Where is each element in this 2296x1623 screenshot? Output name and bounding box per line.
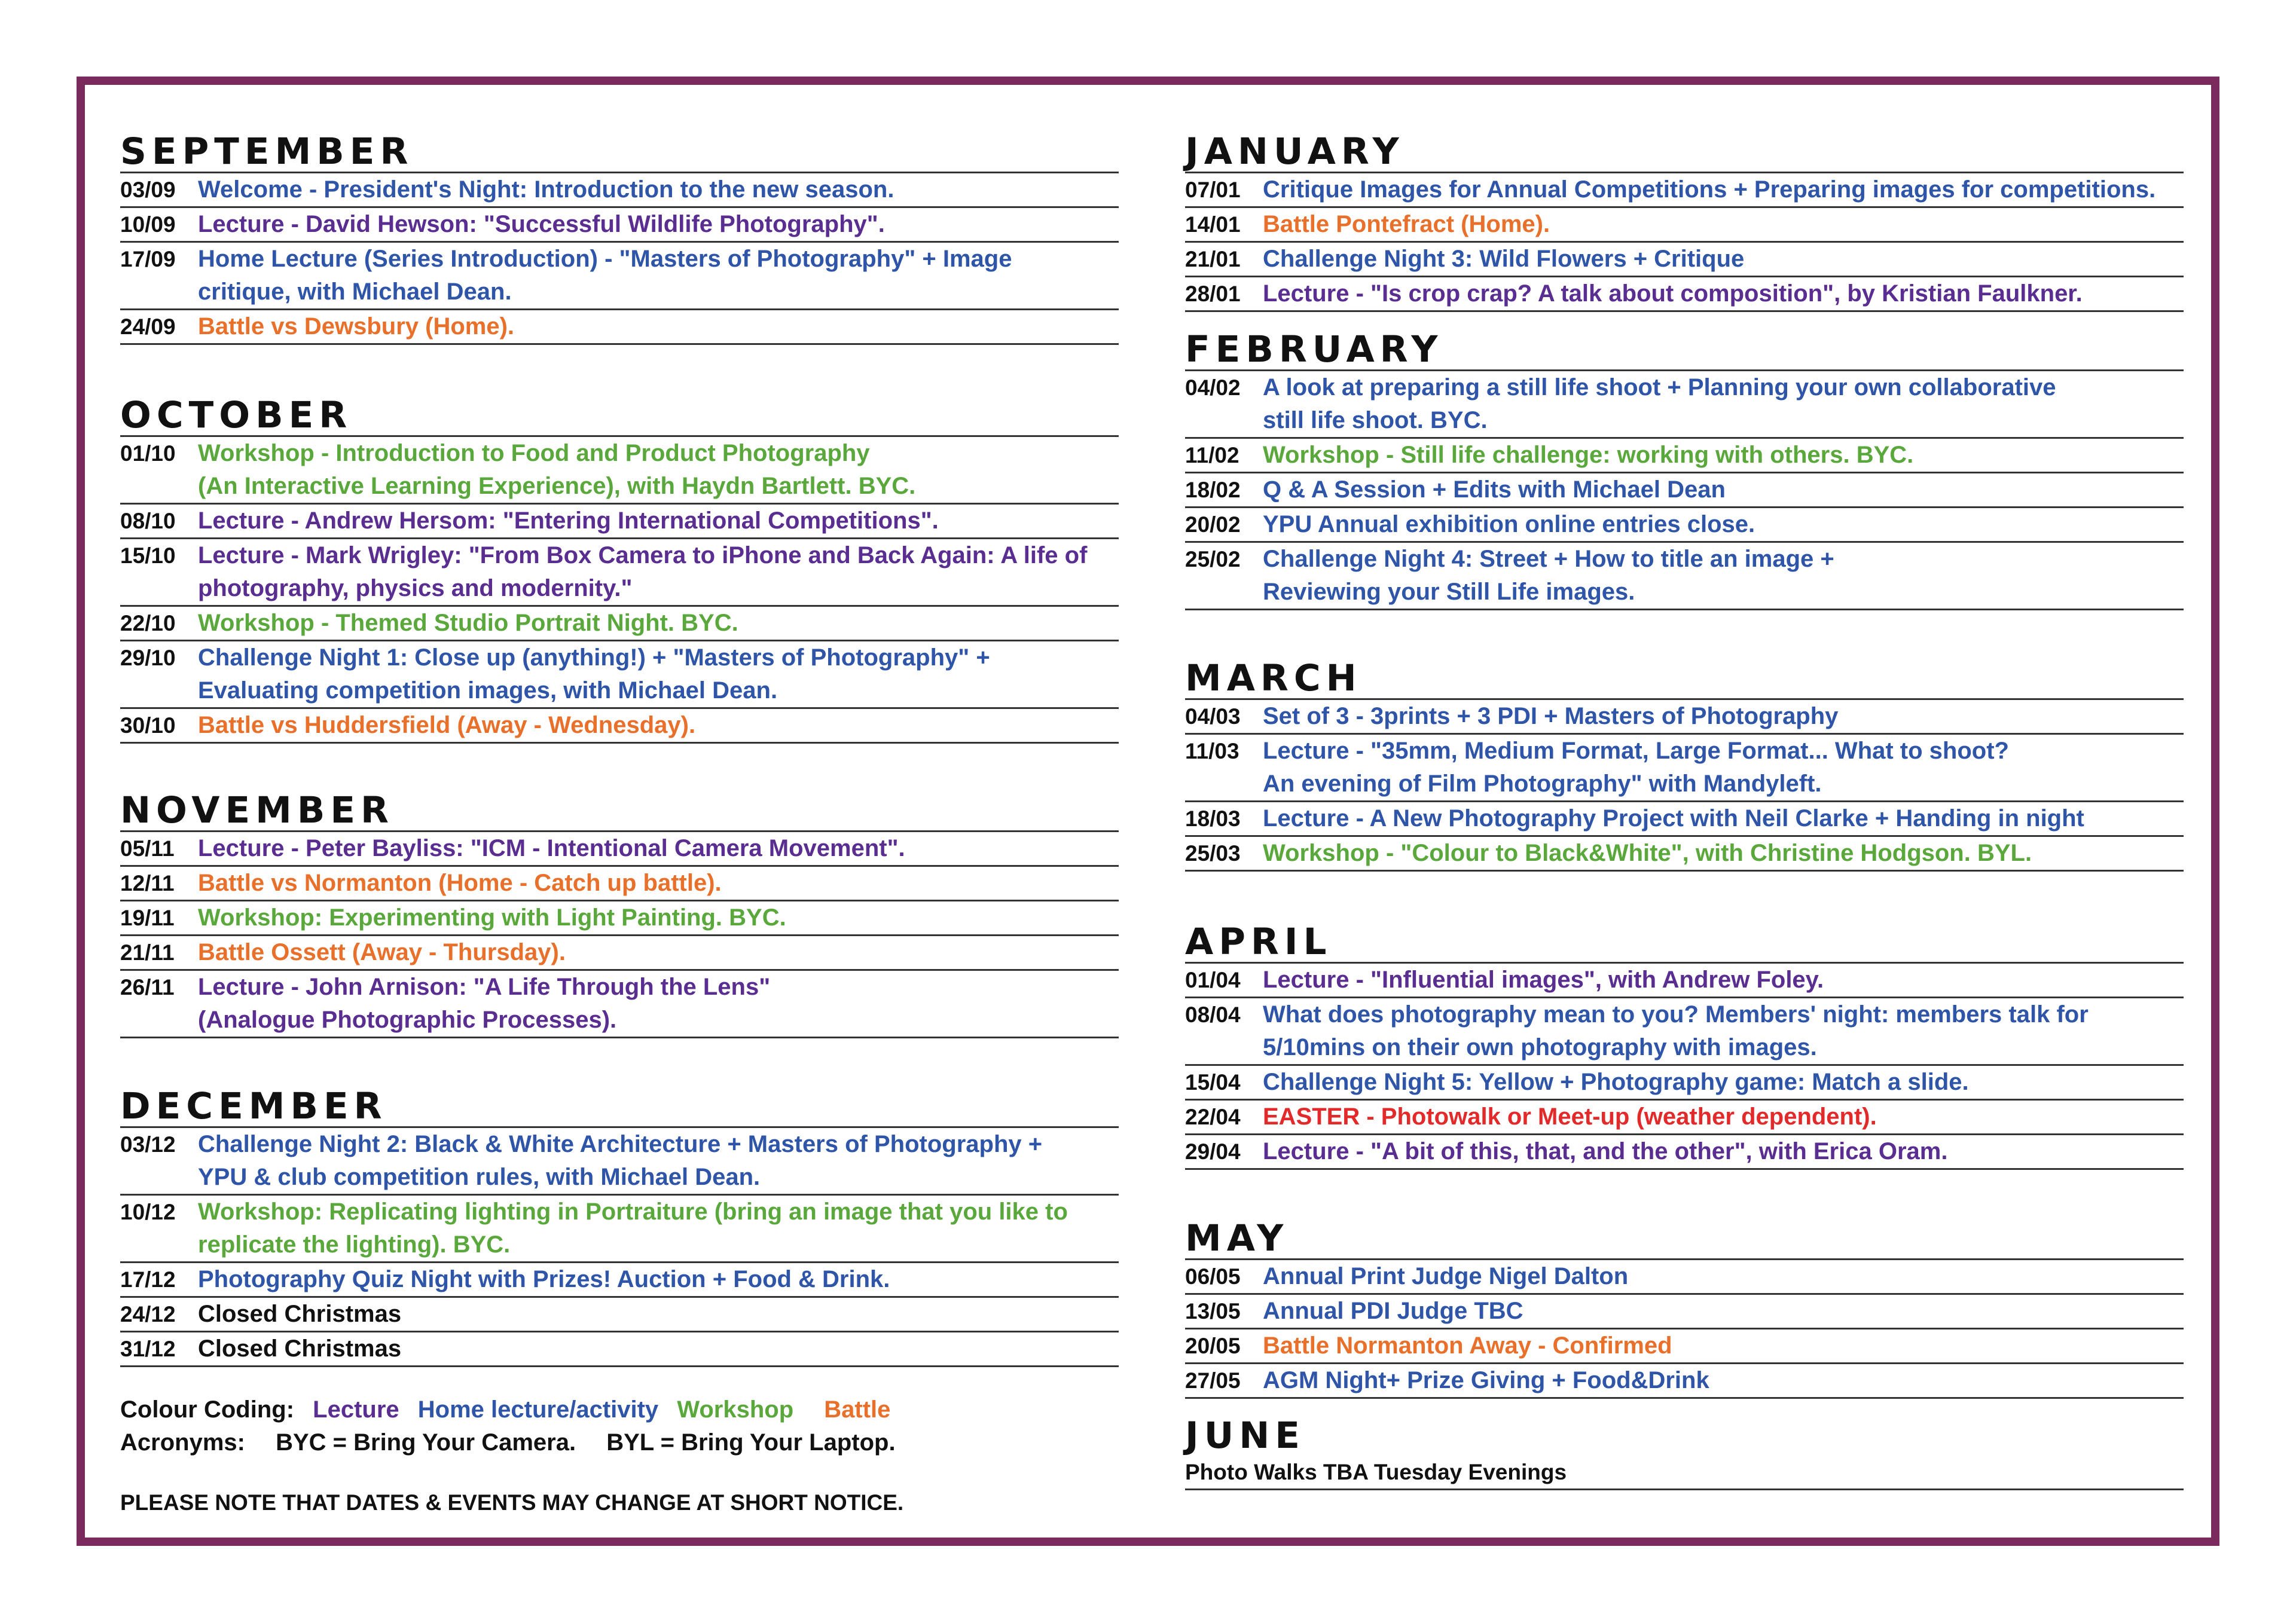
event-date: 01/10 bbox=[120, 441, 176, 466]
event-description: Battle vs Normanton (Home - Catch up battle). bbox=[198, 870, 722, 896]
month-title: APRIL bbox=[1185, 921, 1332, 963]
month-november bbox=[120, 791, 1119, 1038]
event-date: 19/11 bbox=[120, 906, 175, 930]
event-row bbox=[1185, 508, 2184, 543]
event-list bbox=[1185, 962, 2184, 1170]
event-row bbox=[1185, 173, 2184, 208]
event-date: 17/09 bbox=[120, 247, 176, 271]
event-row bbox=[120, 832, 1119, 867]
legend bbox=[120, 1393, 896, 1459]
event-date: 07/01 bbox=[1185, 178, 1241, 202]
event-row bbox=[1185, 243, 2184, 277]
month-title: MAY bbox=[1185, 1217, 1289, 1260]
event-description: Workshop - Still life challenge: working with others. BYC. bbox=[1263, 442, 1914, 468]
event-description: Workshop: Experimenting with Light Painting. BYC. bbox=[198, 904, 786, 931]
event-description: What does photography mean to you? Members' night: members talk for 5/10mins on their own photography with images. bbox=[1263, 1001, 2089, 1060]
event-description: Challenge Night 4: Street + How to title an image + Reviewing your Still Life images. bbox=[1263, 546, 1834, 605]
event-description: EASTER - Photowalk or Meet-up (weather dependent). bbox=[1263, 1104, 1877, 1130]
event-row bbox=[1185, 1135, 2184, 1170]
event-date: 18/02 bbox=[1185, 478, 1241, 502]
event-row bbox=[1185, 473, 2184, 508]
legend-workshop: Workshop bbox=[677, 1396, 794, 1423]
acronym-byl: BYL = Bring Your Laptop. bbox=[606, 1429, 896, 1456]
event-date: 04/02 bbox=[1185, 375, 1241, 400]
event-row bbox=[120, 437, 1119, 505]
event-row bbox=[1185, 1101, 2184, 1135]
event-description: Lecture - "Influential images", with Andrew Foley. bbox=[1263, 967, 1824, 993]
event-list bbox=[120, 435, 1119, 744]
event-description: Challenge Night 5: Yellow + Photography game: Match a slide. bbox=[1263, 1069, 1969, 1095]
event-date: 03/09 bbox=[120, 178, 176, 202]
event-date: 24/12 bbox=[120, 1302, 176, 1326]
event-row bbox=[120, 936, 1119, 971]
event-list bbox=[1185, 698, 2184, 872]
event-row bbox=[1185, 1295, 2184, 1329]
programme-frame bbox=[77, 77, 2219, 1546]
month-december bbox=[120, 1087, 1119, 1367]
event-description: Lecture - "Is crop crap? A talk about composition", by Kristian Faulkner. bbox=[1263, 280, 2083, 307]
event-date: 21/11 bbox=[120, 940, 175, 965]
event-date: 06/05 bbox=[1185, 1264, 1241, 1289]
event-description: Workshop - Introduction to Food and Product Photography (An Interactive Learning Experience), with Haydn Bartlett. BYC. bbox=[198, 440, 916, 499]
event-description: Challenge Night 1: Close up (anything!) + "Masters of Photography" + Evaluating competition images, with Michael Dean. bbox=[198, 644, 990, 704]
event-row bbox=[1185, 998, 2184, 1066]
event-row bbox=[120, 539, 1119, 607]
event-row bbox=[1185, 1364, 2184, 1399]
event-row bbox=[1185, 1260, 2184, 1295]
event-description: Lecture - "A bit of this, that, and the other", with Erica Oram. bbox=[1263, 1138, 1948, 1164]
event-date: 29/04 bbox=[1185, 1139, 1241, 1164]
event-date: 15/10 bbox=[120, 543, 176, 568]
month-title: NOVEMBER bbox=[120, 789, 394, 832]
month-april bbox=[1185, 922, 2184, 1170]
event-description: Battle Ossett (Away - Thursday). bbox=[198, 939, 566, 965]
event-row bbox=[120, 971, 1119, 1038]
month-january bbox=[1185, 132, 2184, 312]
event-date: 04/03 bbox=[1185, 704, 1241, 729]
event-row bbox=[1185, 277, 2184, 312]
event-description: Closed Christmas bbox=[198, 1335, 402, 1362]
event-row bbox=[120, 1263, 1119, 1298]
event-description: Battle vs Huddersfield (Away - Wednesday). bbox=[198, 712, 696, 738]
event-row bbox=[120, 243, 1119, 310]
event-date: 17/12 bbox=[120, 1267, 176, 1292]
event-description: Lecture - Mark Wrigley: "From Box Camera to iPhone and Back Again: A life of photography, physics and modernity." bbox=[198, 542, 1088, 601]
event-row bbox=[1185, 964, 2184, 998]
event-date: 25/02 bbox=[1185, 547, 1241, 571]
event-date: 21/01 bbox=[1185, 247, 1241, 271]
event-description: Lecture - Andrew Hersom: "Entering International Competitions". bbox=[198, 508, 939, 534]
event-row bbox=[1185, 700, 2184, 735]
event-date: 31/12 bbox=[120, 1337, 176, 1361]
event-description: Closed Christmas bbox=[198, 1301, 402, 1327]
month-title: SEPTEMBER bbox=[120, 130, 414, 173]
event-row bbox=[1185, 837, 2184, 872]
event-row bbox=[120, 505, 1119, 539]
event-date: 30/10 bbox=[120, 713, 176, 738]
month-may bbox=[1185, 1219, 2184, 1399]
event-row bbox=[120, 1128, 1119, 1196]
event-description: Critique Images for Annual Competitions + Preparing images for competitions. bbox=[1263, 176, 2156, 203]
legend-lecture: Lecture bbox=[313, 1396, 399, 1423]
june-note: Photo Walks TBA Tuesday Evenings bbox=[1185, 1456, 2184, 1490]
event-description: Photography Quiz Night with Prizes! Auction + Food & Drink. bbox=[198, 1266, 890, 1292]
event-date: 13/05 bbox=[1185, 1299, 1241, 1324]
acronym-byc: BYC = Bring Your Camera. bbox=[276, 1429, 576, 1456]
event-row bbox=[1185, 439, 2184, 473]
event-date: 20/02 bbox=[1185, 512, 1241, 537]
event-row bbox=[120, 901, 1119, 936]
event-row bbox=[1185, 543, 2184, 610]
month-title: OCTOBER bbox=[120, 394, 353, 436]
event-date: 22/04 bbox=[1185, 1105, 1241, 1129]
event-row bbox=[120, 867, 1119, 901]
event-date: 27/05 bbox=[1185, 1368, 1241, 1393]
month-title: DECEMBER bbox=[120, 1085, 387, 1127]
event-row bbox=[120, 641, 1119, 709]
event-list bbox=[120, 172, 1119, 345]
month-february bbox=[1185, 330, 2184, 610]
event-description: Workshop - Themed Studio Portrait Night. BYC. bbox=[198, 610, 738, 636]
event-description: Q & A Session + Edits with Michael Dean bbox=[1263, 476, 1726, 503]
event-date: 10/09 bbox=[120, 212, 176, 237]
event-row bbox=[120, 1196, 1119, 1263]
event-date: 15/04 bbox=[1185, 1070, 1241, 1095]
event-date: 10/12 bbox=[120, 1200, 176, 1224]
event-description: Battle vs Dewsbury (Home). bbox=[198, 313, 515, 340]
event-description: Challenge Night 2: Black & White Architecture + Masters of Photography + YPU & club competition rules, with Michael Dean. bbox=[198, 1131, 1043, 1190]
event-date: 08/04 bbox=[1185, 1002, 1241, 1027]
event-row bbox=[1185, 208, 2184, 243]
event-date: 25/03 bbox=[1185, 841, 1241, 866]
event-description: Set of 3 - 3prints + 3 PDI + Masters of Photography bbox=[1263, 703, 1839, 729]
event-description: Lecture - A New Photography Project with Neil Clarke + Handing in night bbox=[1263, 805, 2084, 832]
event-date: 22/10 bbox=[120, 611, 176, 635]
event-description: Battle Pontefract (Home). bbox=[1263, 211, 1550, 237]
event-date: 03/12 bbox=[120, 1132, 176, 1157]
legend-home: Home lecture/activity bbox=[417, 1396, 659, 1423]
event-description: Annual PDI Judge TBC bbox=[1263, 1298, 1523, 1324]
event-description: Annual Print Judge Nigel Dalton bbox=[1263, 1263, 1629, 1289]
event-date: 14/01 bbox=[1185, 212, 1241, 237]
month-title: MARCH bbox=[1185, 657, 1362, 699]
event-list bbox=[1185, 369, 2184, 610]
event-description: Lecture - David Hewson: "Successful Wildlife Photography". bbox=[198, 211, 885, 237]
event-description: Lecture - John Arnison: "A Life Through the Lens" (Analogue Photographic Processes). bbox=[198, 974, 771, 1033]
event-row bbox=[120, 173, 1119, 208]
event-description: Workshop - "Colour to Black&White", with Christine Hodgson. BYL. bbox=[1263, 840, 2032, 866]
event-description: YPU Annual exhibition online entries close. bbox=[1263, 511, 1755, 537]
acronyms-row bbox=[120, 1426, 896, 1459]
event-row bbox=[1185, 735, 2184, 802]
event-date: 11/02 bbox=[1185, 443, 1239, 467]
event-description: Workshop: Replicating lighting in Portraiture (bring an image that you like to replicate the lighting). BYC. bbox=[198, 1199, 1068, 1258]
event-date: 12/11 bbox=[120, 871, 175, 895]
event-date: 20/05 bbox=[1185, 1334, 1241, 1358]
event-row bbox=[120, 208, 1119, 243]
event-list bbox=[1185, 172, 2184, 312]
event-list bbox=[120, 830, 1119, 1038]
event-date: 28/01 bbox=[1185, 282, 1241, 306]
event-list bbox=[120, 1126, 1119, 1367]
event-row bbox=[120, 310, 1119, 345]
event-description: Lecture - "35mm, Medium Format, Large Format... What to shoot? An evening of Film Photography" with Mandyleft. bbox=[1263, 738, 2009, 797]
event-date: 26/11 bbox=[120, 975, 175, 1000]
event-date: 24/09 bbox=[120, 314, 176, 339]
event-date: 01/04 bbox=[1185, 968, 1241, 992]
event-row bbox=[120, 1298, 1119, 1332]
event-row bbox=[1185, 802, 2184, 837]
event-description: Home Lecture (Series Introduction) - "Masters of Photography" + Image critique, with Michael Dean. bbox=[198, 246, 1012, 305]
event-row bbox=[120, 607, 1119, 641]
colour-coding-label: Colour Coding: bbox=[120, 1396, 295, 1423]
event-date: 29/10 bbox=[120, 646, 176, 670]
event-list bbox=[1185, 1258, 2184, 1399]
month-title: JANUARY bbox=[1185, 130, 1405, 173]
event-row bbox=[120, 709, 1119, 744]
event-description: Welcome - President's Night: Introduction to the new season. bbox=[198, 176, 894, 203]
month-september bbox=[120, 132, 1119, 345]
month-october bbox=[120, 396, 1119, 744]
colour-coding-row bbox=[120, 1393, 896, 1426]
event-row bbox=[1185, 1066, 2184, 1101]
event-description: Battle Normanton Away - Confirmed bbox=[1263, 1332, 1672, 1359]
event-date: 11/03 bbox=[1185, 739, 1239, 763]
legend-battle: Battle bbox=[824, 1396, 891, 1423]
acronyms-label: Acronyms: bbox=[120, 1429, 245, 1456]
event-description: Lecture - Peter Bayliss: "ICM - Intentional Camera Movement". bbox=[198, 835, 905, 861]
event-row bbox=[1185, 371, 2184, 439]
event-date: 05/11 bbox=[120, 836, 175, 861]
event-description: A look at preparing a still life shoot + Planning your own collaborative still life shoot. BYC. bbox=[1263, 374, 2056, 433]
event-row bbox=[120, 1332, 1119, 1367]
event-date: 08/10 bbox=[120, 509, 176, 533]
event-row bbox=[1185, 1329, 2184, 1364]
event-date: 18/03 bbox=[1185, 806, 1241, 831]
month-title: JUNE bbox=[1185, 1414, 1305, 1457]
event-description: AGM Night+ Prize Giving + Food&Drink bbox=[1263, 1367, 1709, 1393]
month-march bbox=[1185, 659, 2184, 872]
event-description: Challenge Night 3: Wild Flowers + Critique bbox=[1263, 246, 1745, 272]
month-title: FEBRUARY bbox=[1185, 328, 1443, 371]
month-june bbox=[1185, 1416, 2184, 1490]
change-notice: PLEASE NOTE THAT DATES & EVENTS MAY CHANGE AT SHORT NOTICE. bbox=[120, 1490, 904, 1515]
